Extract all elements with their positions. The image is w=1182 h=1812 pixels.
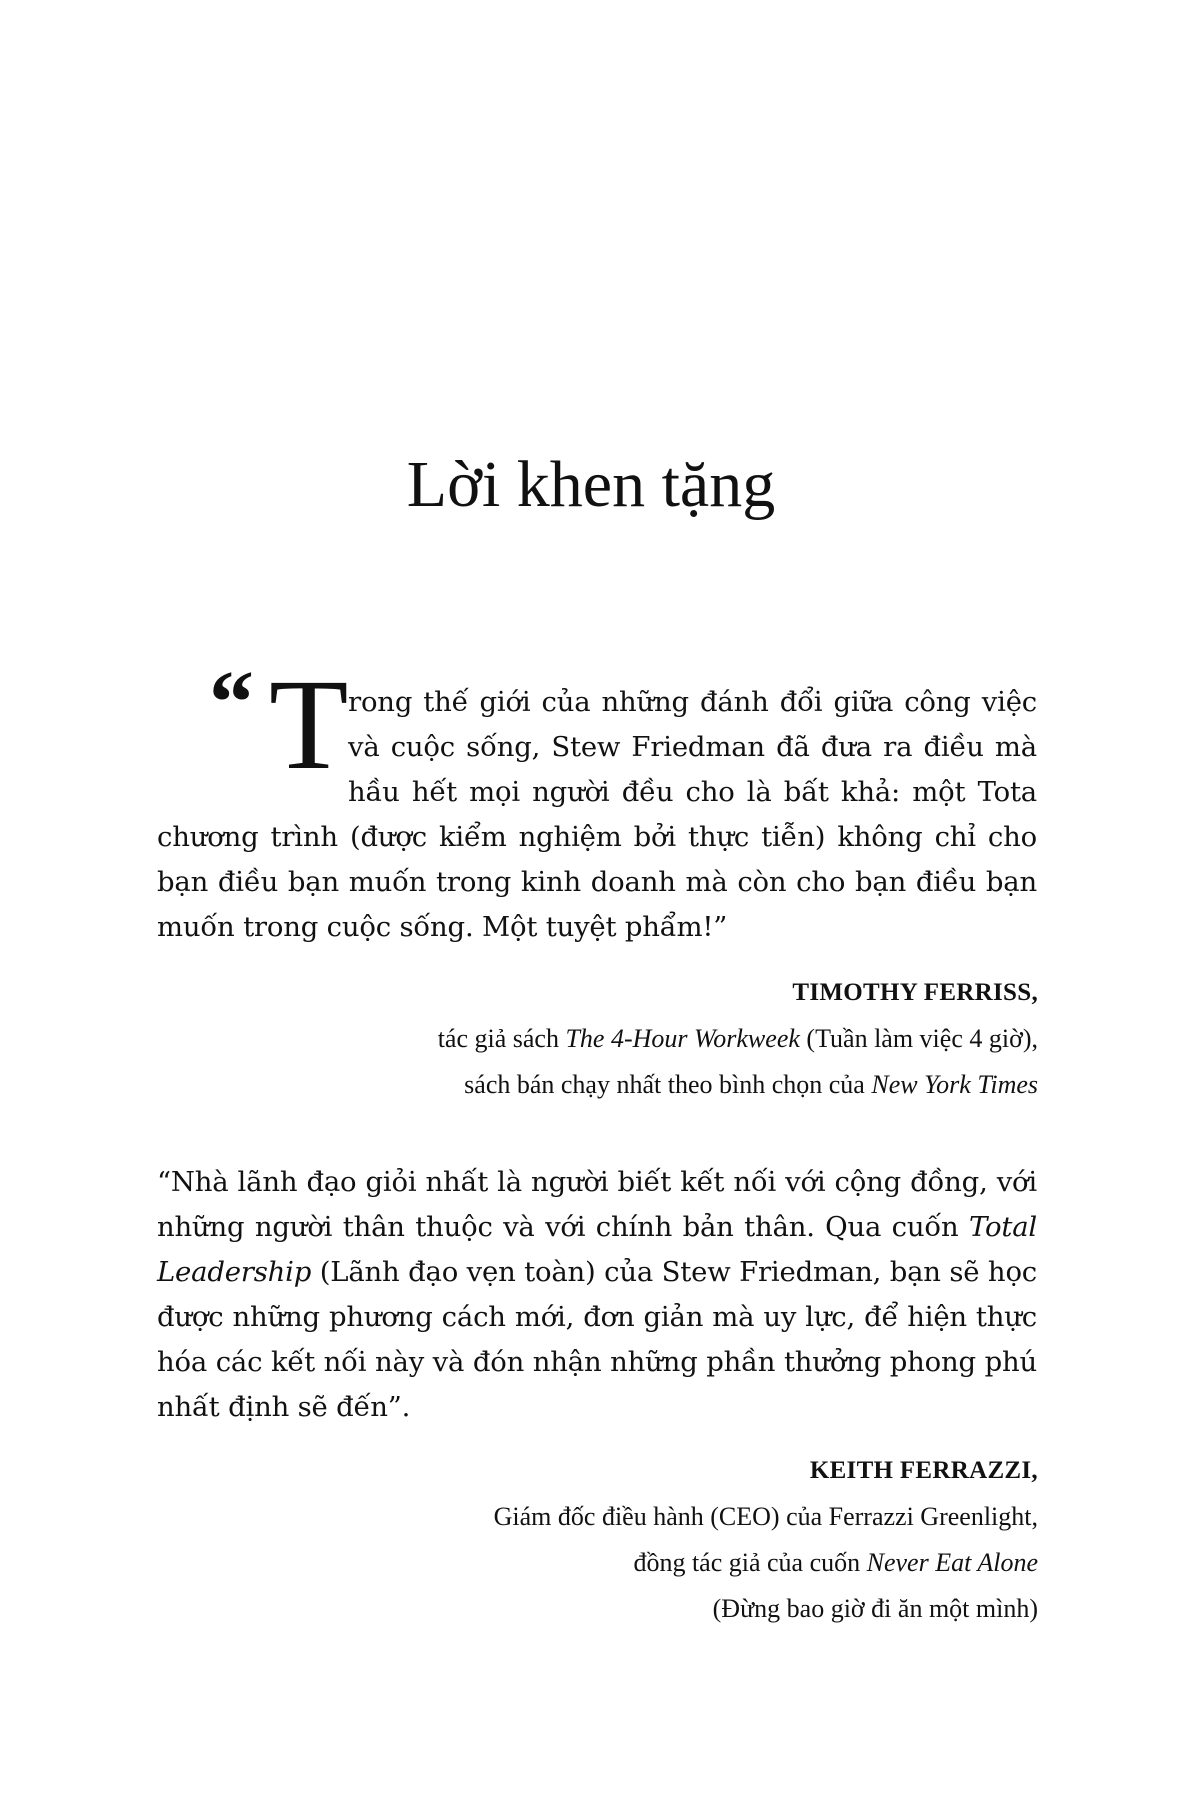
author-name: KEITH FERRAZZI, bbox=[809, 1457, 1038, 1484]
author-credit-line-1 bbox=[438, 1016, 1038, 1062]
book-title: Total Leadership bbox=[157, 1211, 1037, 1288]
dropcap bbox=[157, 653, 349, 810]
quote-paragraph bbox=[157, 653, 1037, 950]
credit-text: tác giả sách bbox=[437, 1024, 566, 1053]
book-title: The 4-Hour Workweek bbox=[565, 1024, 800, 1053]
author-credit-line-1: Giám đốc điều hành (CEO) của Ferrazzi Greenlight, bbox=[493, 1502, 1038, 1531]
quote-text: (Lãnh đạo vẹn toàn) của Stew Friedman, bạn sẽ học được những phương cách mới, đơn giản mà uy lực, để hiện thực hóa các kết nối này và đón nhận những phần thưởng phong phú nhất định sẽ đến”. bbox=[157, 1256, 1037, 1423]
author-credit-line-2 bbox=[494, 1540, 1038, 1586]
book-title: Never Eat Alone bbox=[866, 1548, 1038, 1577]
open-quote-mark: “ bbox=[209, 653, 254, 752]
quote-text: “Nhà lãnh đạo giỏi nhất là người biết kết nối với cộng đồng, với những người thân thuộc và với chính bản thân. Qua cuốn bbox=[157, 1166, 1037, 1243]
credit-text: đồng tác giả của cuốn bbox=[633, 1548, 867, 1577]
author-name: TIMOTHY FERRISS, bbox=[792, 979, 1038, 1006]
praise-quote-ferriss bbox=[157, 653, 1037, 950]
quote-text: rong thế giới của những đánh đổi giữa công việc và cuộc sống, Stew Friedman đã đưa ra điều mà hầu hết mọi người đều cho là bất khả: một Tota chương trình (được kiểm nghiệm bởi thực tiễn) không chỉ cho bạn điều bạn muốn trong kinh doanh mà còn cho bạn điều bạn muốn trong cuộc sống. Một tuyệt phẩm!” bbox=[157, 686, 1037, 943]
credit-text: (Tuần làm việc 4 giờ), bbox=[799, 1024, 1038, 1053]
credit-text: sách bán chạy nhất theo bình chọn của bbox=[464, 1070, 872, 1099]
attribution-ferriss bbox=[438, 970, 1038, 1108]
page-title: Lời khen tặng bbox=[406, 448, 776, 521]
quote-paragraph bbox=[157, 1160, 1037, 1430]
attribution-ferrazzi bbox=[494, 1448, 1038, 1632]
praise-quote-ferrazzi bbox=[157, 1160, 1037, 1430]
author-credit-line-3: (Đừng bao giờ đi ăn một mình) bbox=[712, 1594, 1038, 1623]
dropcap-letter: T bbox=[269, 653, 349, 797]
author-credit-line-2 bbox=[438, 1062, 1038, 1108]
publication-title: New York Times bbox=[871, 1070, 1038, 1099]
